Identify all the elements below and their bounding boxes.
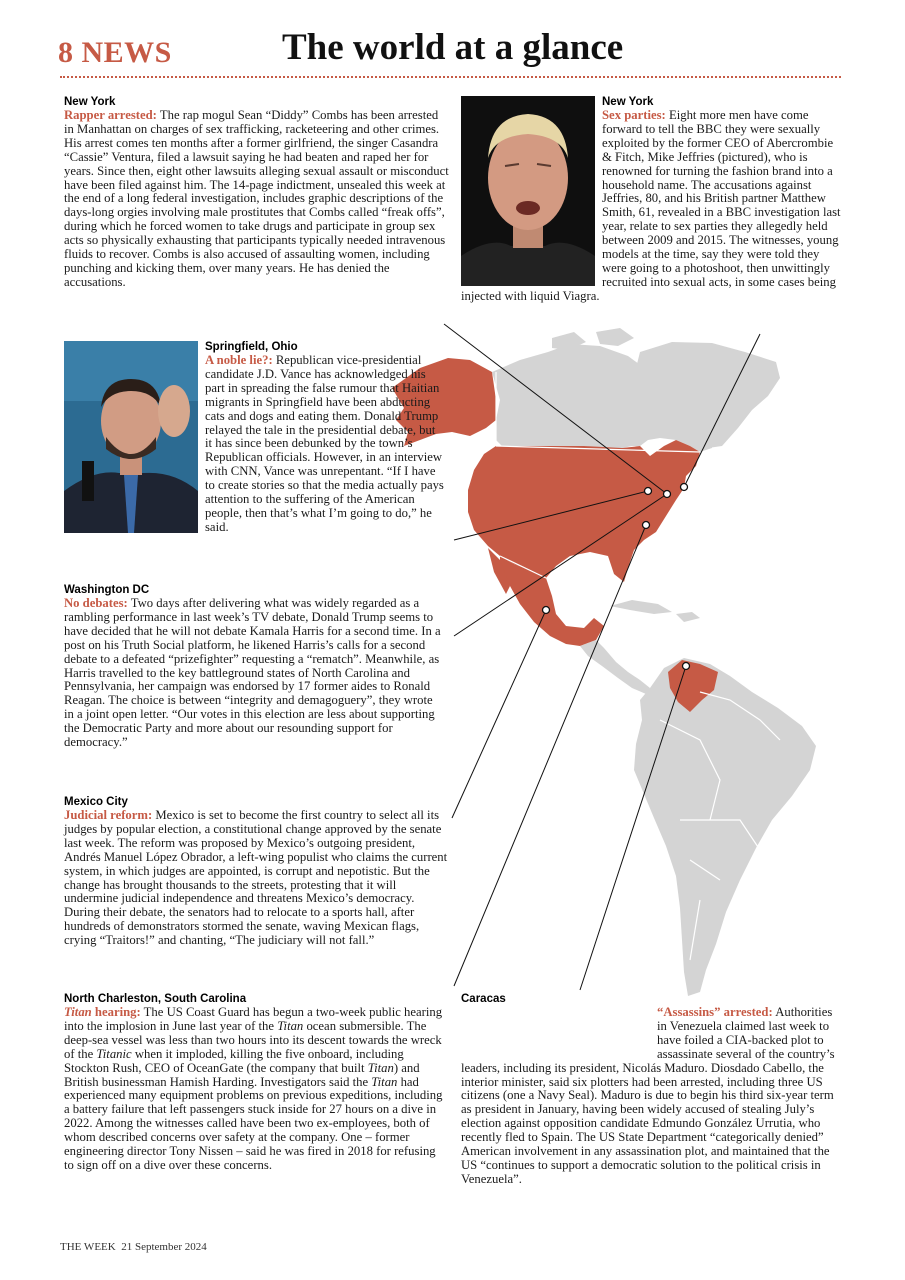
story-caracas [461,993,843,1187]
section-label: 8 NEWS [58,36,172,69]
story-place: New York [602,96,654,108]
story-kicker: No debates: [64,596,128,610]
marker-springfield [645,488,652,495]
story-body: Mexico is set to become the first country to select all its judges by popular election, a constitutional change approved by the senate last week. The reform was proposed by Mexico’s outgoing president, Andrés Manuel López Obrador, a left-wing populist who claims the current system, in which judges are appointed, is corrupt and nepotistic. But the change has brought thousands to the streets, protesting that it will undermine judicial independence and threatens Mexico’s democracy. During their debate, the senators had to relocate to a sports hall, after hundreds of demonstrators stormed the senate, waving Mexican flags, crying “Traitors!” and chanting, “The judiciary will not fall.” [64,808,448,948]
photo-mike-jeffries [461,96,595,286]
marker-charleston [643,522,650,529]
story-kicker: Sex parties: [602,108,666,122]
story-body: Republican vice-presidential candidate J.D. Vance has acknowledged his part in spreading the false rumour that Haitian migrants in Springfield have been abducting cats and dogs and eating them. Donald Trump relayed the tale in the presidential debate, but it has since been debunked by the town’s Republican officials. However, in an interview with CNN, Vance was unrepentant. “If I have to create stories so that the media actually pays attention to the suffering of the American people, then that’s what I’m going to do,” he said. [205,353,444,534]
story-body: The US Coast Guard has begun a two-week public hearing into the implosion in June last year of the Titan ocean submersible. The deep-sea vessel was less than two hours into its descent towards the wreck of the Titanic when it imploded, killing the five onboard, including Stockton Rush, CEO of OceanGate (the company that built Titan) and British businessman Hamish Harding. Investigators said the Titan had experienced many equipment problems on previous expeditions, including a battery failure that left passengers stuck inside for 27 hours on a dive in 2022. Among the witnesses called have been two ex-employees, both of whom described concerns over safety at the company. One – former engineering director Tony Nissen – said he was fired in 2018 for refusing to sign off on a dive over these concerns. [64,1005,443,1172]
story-place: North Charleston, South Carolina [64,993,247,1005]
text-wrap-spacer [461,1006,657,1049]
story-kicker: A noble lie?: [205,353,273,367]
marker-washington [664,491,671,498]
story-kicker: Titan hearing: [64,1005,141,1019]
story-kicker: “Assassins” arrested: [657,1005,773,1019]
marker-caracas [683,663,690,670]
story-body: Two days after delivering what was widely regarded as a rambling performance in last week’s TV debate, Donald Trump seems to have decided that he will not debate Kamala Harris for a second time. In a post on his Truth Social platform, he likened Harris’s calls for a second debate to a defeated “prizefighter” requesting a “rematch”. Meanwhile, as Harris travelled to the key battleground states of North Carolina and Pennsylvania, her campaign was endorsed by 17 former aides to Ronald Reagan. The choice is between “integrity and demagoguery”, they wrote in a joint open letter. “Our votes in this election are less about supporting the Democratic Party and more about our resounding support for democracy.” [64,596,441,750]
story-mexico-city [64,796,452,948]
central-america-shape [580,640,650,694]
story-new-york-combs [64,96,450,290]
south-america-shape [634,658,816,996]
footer-date: 21 September 2024 [121,1241,207,1253]
story-springfield [64,341,444,536]
story-washington [64,584,442,750]
marker-mexico-city [543,607,550,614]
arctic-island-1 [596,328,634,346]
story-place: Springfield, Ohio [205,341,298,353]
story-place: Mexico City [64,796,128,808]
story-body: Eight more men have come forward to tell the BBC they were sexually exploited by the former CEO of Abercrombie & Fitch, Mike Jeffries (pictured), who is renowned for turning the fashion brand into a household name. The accusations against Jeffries, 80, and his British partner Matthew Smith, 61, revealed in a BBC investigation last year, relate to sex parties they allegedly held between 2009 and 2015. The witnesses, young models at the time, say they were told they were going to a photoshoot, then unwittingly recruited into sexual acts, in some cases being injected with liquid Viagra. [461,108,841,303]
footer-publication: THE WEEK [60,1241,116,1253]
story-place: New York [64,96,116,108]
story-body: Authorities in Venezuela claimed last week to have foiled a CIA-backed plot to assassinate several of the country’s leaders, including its president, Nicolás Maduro. Diosdado Cabello, the interior minister, said six plotters had been arrested, including three US citizens (one a Navy Seal). Maduro is due to begin his third six-year term as president in January, having been widely accused of stealing July’s election against opposition candidate Edmundo González Urrutia, who recently fled to Spain. The US State Department “categorically denied” American involvement in any assassination plot, and maintained that the US “continues to support a democratic solution to the political crisis in Venezuela”. [461,1005,835,1186]
story-new-york-jeffries [461,96,842,304]
story-north-charleston [64,993,446,1173]
hispaniola-shape [676,612,700,622]
story-place: Washington DC [64,584,150,596]
photo-jd-vance [64,341,198,533]
story-body: The rap mogul Sean “Diddy” Combs has been arrested in Manhattan on charges of sex trafficking, racketeering and other crimes. His arrest comes ten months after a former girlfriend, the singer Casandra “Cassie” Ventura, filed a lawsuit saying he had beaten and raped her for years. Since then, eight other lawsuits alleging sexual assault or misconduct have been filed against him. The 14-page indictment, unsealed this week at the end of a long federal investigation, includes graphic descriptions of the days-long orgies involving male prostitutes that Combs called “freak offs”, during which he forced women to take drugs and participate in group sex acts so physically exhausting that participants typically needed intravenous fluids to recover. Combs is also accused of assaulting women, including punching and kicking them, over many years. He has denied the accusations. [64,108,449,289]
story-kicker: Rapper arrested: [64,108,157,122]
page-footer [60,1241,207,1253]
story-place: Caracas [461,993,506,1005]
cuba-shape [610,600,672,614]
marker-new-york-1 [681,484,688,491]
page-title: The world at a glance [282,27,624,68]
story-kicker: Judicial reform: [64,808,153,822]
